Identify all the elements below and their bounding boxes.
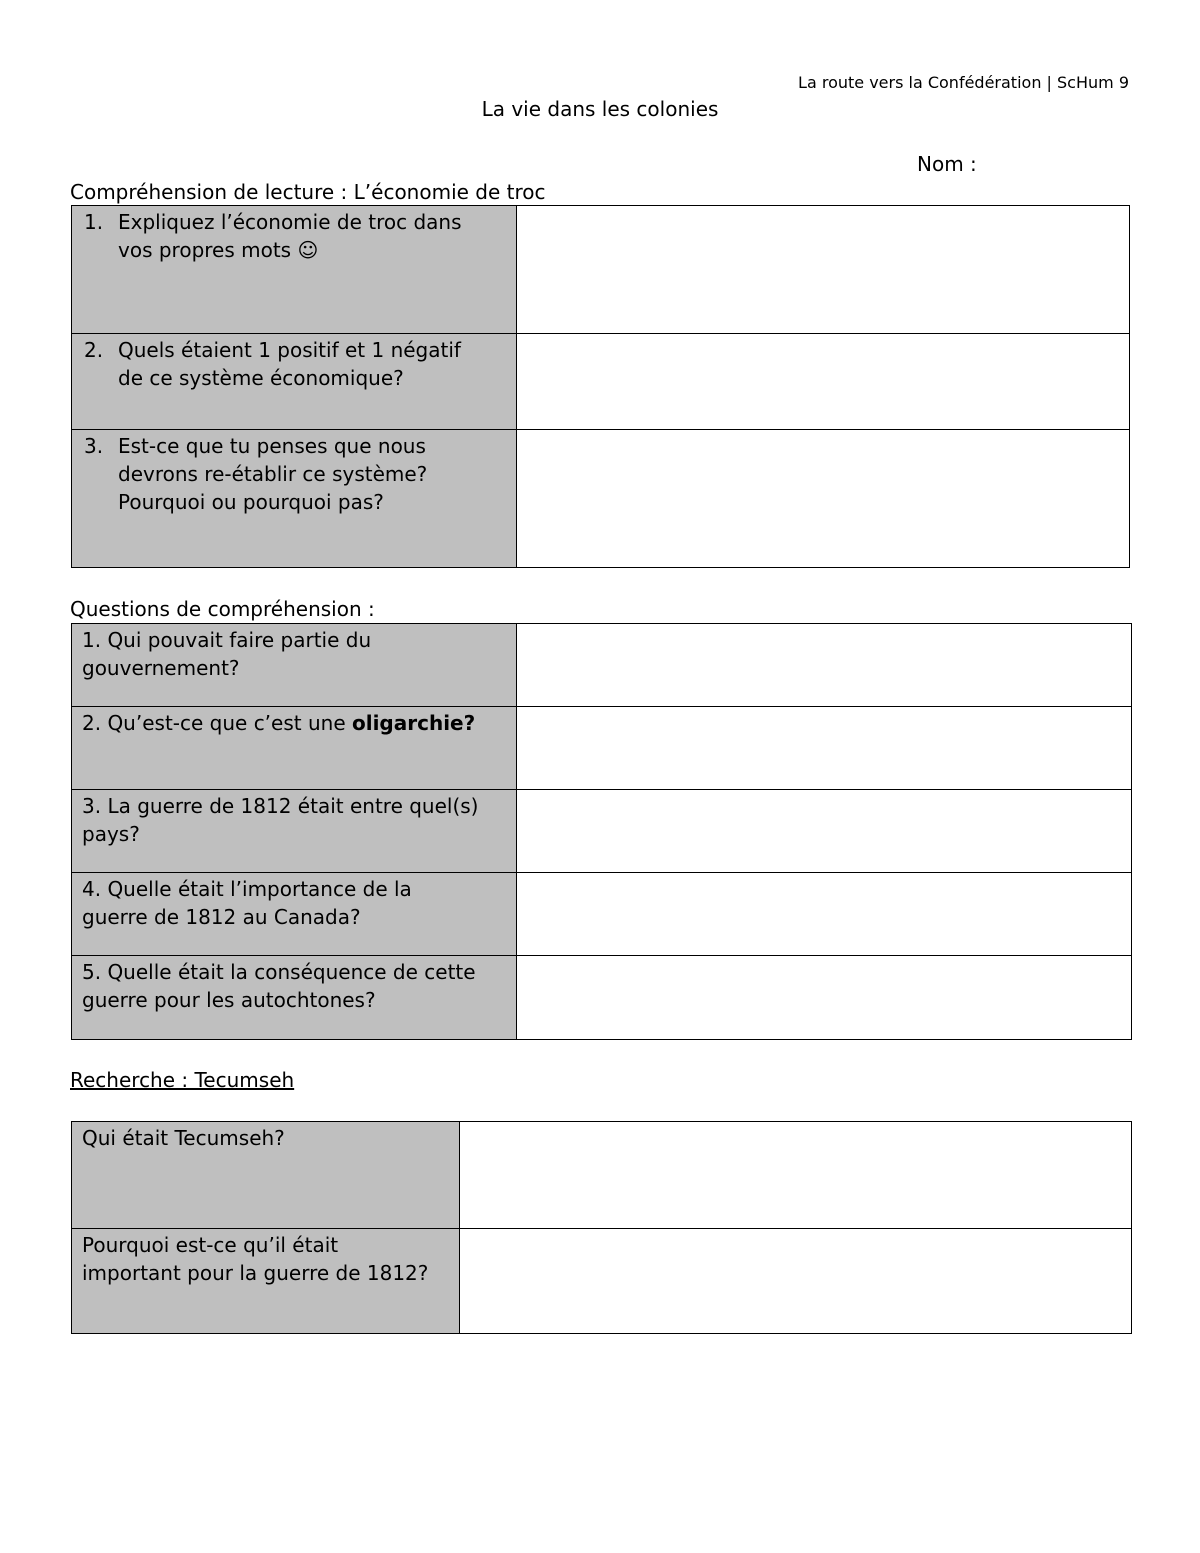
- question-text: 2. Qu’est-ce que c’est une: [82, 711, 352, 735]
- section-heading-research: Recherche : Tecumseh: [70, 1068, 295, 1092]
- question-text: pays?: [82, 822, 140, 846]
- section-heading-reading: Compréhension de lecture : L’économie de troc: [70, 180, 546, 204]
- question-cell: [72, 707, 517, 790]
- table-row: [72, 873, 1132, 956]
- question-text: guerre de 1812 au Canada?: [82, 905, 361, 929]
- table-row: [72, 430, 1130, 568]
- answer-cell[interactable]: [460, 1229, 1132, 1334]
- question-cell: [72, 206, 517, 334]
- question-text: gouvernement?: [82, 656, 240, 680]
- answer-cell[interactable]: [460, 1122, 1132, 1229]
- question-text: Pourquoi est-ce qu’il était: [82, 1233, 339, 1257]
- table-row: [72, 707, 1132, 790]
- question-text: Quels étaient 1 positif et 1 négatif: [118, 338, 461, 362]
- page-title: La vie dans les colonies: [481, 97, 719, 121]
- table-row: [72, 790, 1132, 873]
- question-text: 3. La guerre de 1812 était entre quel(s): [82, 794, 479, 818]
- answer-cell[interactable]: [517, 430, 1130, 568]
- answer-cell[interactable]: [517, 956, 1132, 1040]
- question-text: Est-ce que tu penses que nous: [118, 434, 426, 458]
- research-table: [71, 1121, 1132, 1334]
- answer-cell[interactable]: [517, 206, 1130, 334]
- comprehension-table: [71, 623, 1132, 1040]
- table-row: [72, 1229, 1132, 1334]
- table-row: [72, 1122, 1132, 1229]
- table-row: [72, 334, 1130, 430]
- question-cell: [72, 430, 517, 568]
- question-cell: [72, 1122, 460, 1229]
- running-header: La route vers la Confédération | ScHum 9: [798, 73, 1129, 92]
- table-row: [72, 206, 1130, 334]
- answer-cell[interactable]: [517, 624, 1132, 707]
- question-text: 5. Quelle était la conséquence de cette: [82, 960, 476, 984]
- question-text: Expliquez l’économie de troc dans: [118, 210, 462, 234]
- question-cell: [72, 956, 517, 1040]
- section-heading-comprehension: Questions de compréhension :: [70, 597, 375, 621]
- question-text: important pour la guerre de 1812?: [82, 1261, 429, 1285]
- question-text: de ce système économique?: [118, 366, 404, 390]
- question-number: 2.: [84, 338, 104, 362]
- table-row: [72, 624, 1132, 707]
- question-text: Pourquoi ou pourquoi pas?: [118, 490, 384, 514]
- question-text: vos propres mots ☺: [118, 238, 319, 262]
- question-cell: [72, 790, 517, 873]
- question-cell: [72, 334, 517, 430]
- question-text: 1. Qui pouvait faire partie du: [82, 628, 372, 652]
- question-text: devrons re-établir ce système?: [118, 462, 428, 486]
- question-cell: [72, 873, 517, 956]
- answer-cell[interactable]: [517, 873, 1132, 956]
- answer-cell[interactable]: [517, 334, 1130, 430]
- question-cell: [72, 1229, 460, 1334]
- question-text: Qui était Tecumseh?: [82, 1126, 285, 1150]
- name-label: Nom :: [917, 152, 977, 176]
- question-bold-term: oligarchie?: [351, 711, 476, 735]
- table-row: [72, 956, 1132, 1040]
- reading-table: [71, 205, 1130, 568]
- answer-cell[interactable]: [517, 707, 1132, 790]
- question-text: 4. Quelle était l’importance de la: [82, 877, 412, 901]
- question-number: 3.: [84, 434, 104, 458]
- question-text: guerre pour les autochtones?: [82, 988, 376, 1012]
- question-number: 1.: [84, 210, 104, 234]
- question-cell: [72, 624, 517, 707]
- answer-cell[interactable]: [517, 790, 1132, 873]
